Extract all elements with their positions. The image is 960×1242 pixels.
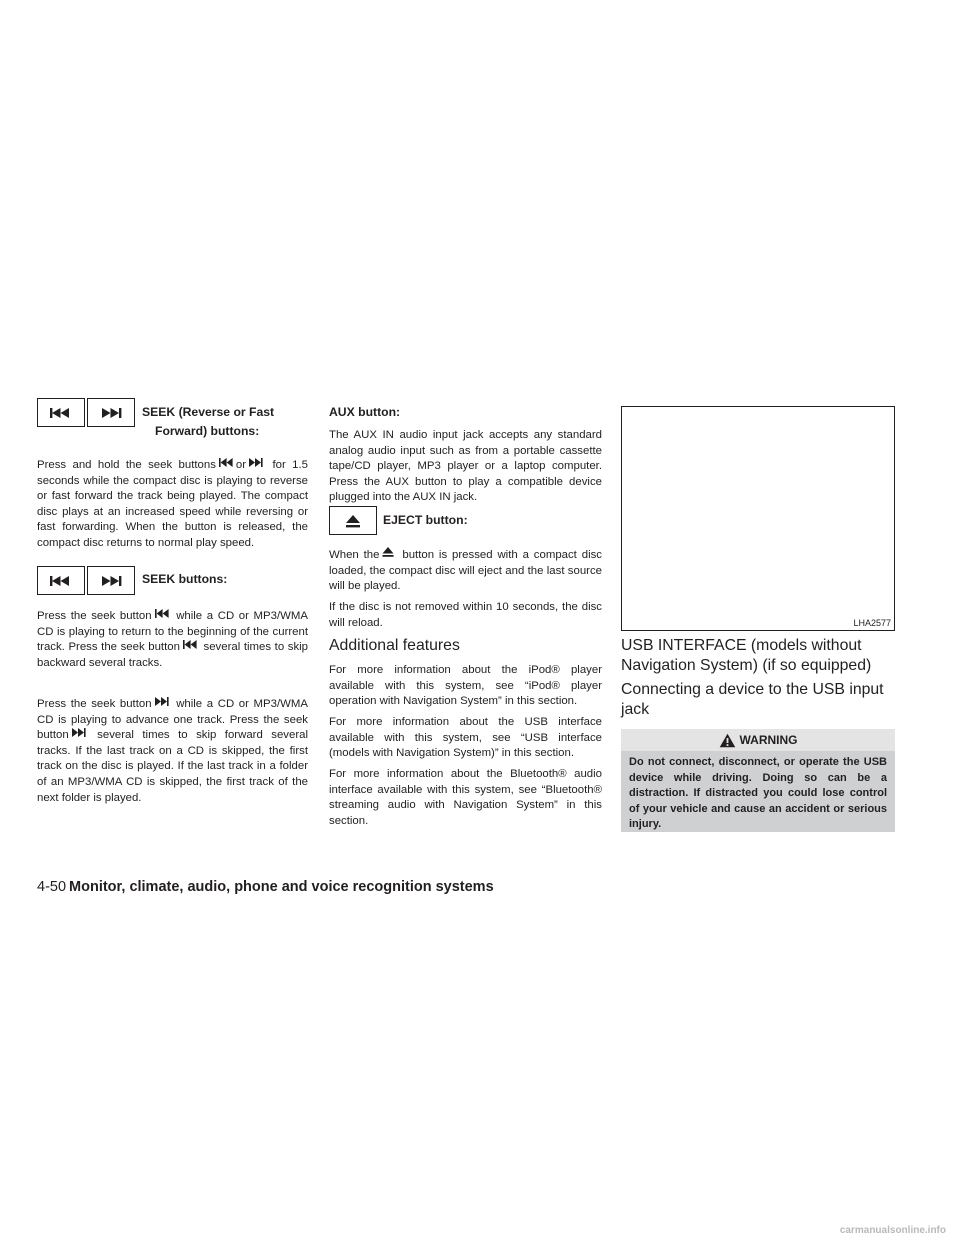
eject-button-graphic bbox=[329, 506, 377, 535]
seek-title: SEEK buttons: bbox=[142, 572, 228, 586]
warning-icon bbox=[719, 733, 736, 748]
section-title: Monitor, climate, audio, phone and voice recognition systems bbox=[69, 879, 494, 895]
eject-paragraph: When the button is pressed with a compact disc loaded, the compact disc will eject and the last source will be played. bbox=[329, 549, 602, 593]
warning-header: WARNING bbox=[621, 729, 895, 751]
seek-forward-icon bbox=[249, 458, 263, 467]
page-footer bbox=[37, 878, 494, 896]
seek-back-paragraph: Press the seek button while a CD or MP3/WMA CD is playing to return to the beginning of the current track. Press the seek button several times to skip backward several tracks. bbox=[37, 610, 309, 669]
aux-paragraph: The AUX IN audio input jack accepts any standard analog audio input such as from a portable cassette tape/CD player, MP3 player or a laptop computer. Press the AUX button to play a compatible device plugged into the AUX IN jack. bbox=[329, 429, 602, 504]
seek-back-key bbox=[37, 398, 85, 427]
seek-rf-button-pair bbox=[37, 398, 135, 427]
eject-reload-paragraph: If the disc is not removed within 10 seconds, the disc will reload. bbox=[329, 601, 602, 629]
usb-jack-illustration bbox=[621, 406, 895, 631]
eject-title: EJECT button: bbox=[383, 513, 468, 527]
warning-box bbox=[621, 729, 895, 832]
additional-features-heading: Additional features bbox=[329, 637, 460, 654]
seek-forward-icon bbox=[99, 575, 123, 587]
seek-back-icon bbox=[219, 458, 233, 467]
usb-interface-heading: USB INTERFACE (models without Navigation System) (if so equipped) bbox=[621, 637, 872, 674]
seek-rf-title-line2: Forward) buttons: bbox=[155, 424, 260, 438]
seek-rf-paragraph: Press and hold the seek buttons or for 1.5 seconds while the compact disc is playing to reverse or fast forward the track being played. The compact disc plays at an increased speed while reversing or fast forwarding. When the button is released, the compact disc returns to normal play speed. bbox=[37, 459, 308, 549]
seek-forward-paragraph: Press the seek button while a CD or MP3/WMA CD is playing to advance one track. Press the seek button several times to skip forward several tracks. If the last track on a CD is skipped, the first track on the disc is played. If the last track in a folder of an MP3/WMA CD is skipped, the first track of the next folder is played. bbox=[37, 698, 308, 804]
seek-forward-key bbox=[87, 398, 135, 427]
seek-back-icon bbox=[183, 640, 197, 649]
warning-text: Do not connect, disconnect, or operate the USB device while driving. Doing so can be a distraction. If distracted you could lose control of your vehicle and cause an accident or serious injury. bbox=[629, 756, 887, 831]
aux-title: AUX button: bbox=[329, 405, 401, 419]
bluetooth-info-paragraph: For more information about the Bluetooth® audio interface available with this system, see “Bluetooth® streaming audio with Navigation System” in this section. bbox=[329, 768, 602, 827]
eject-icon bbox=[345, 514, 361, 528]
ipod-info-paragraph: For more information about the iPod® player available with this system, see “iPod® player operation with Navigation System” in this section. bbox=[329, 664, 602, 708]
usb-info-paragraph: For more information about the USB interface available with this system, see “USB interface (models with Navigation System)” in this section. bbox=[329, 716, 602, 760]
seek-rf-title-line1: SEEK (Reverse or Fast bbox=[142, 405, 275, 419]
seek-back-icon bbox=[49, 407, 73, 419]
watermark: carmanualsonline.info bbox=[839, 1225, 946, 1236]
seek-button-pair bbox=[37, 566, 135, 595]
seek-back-icon bbox=[49, 575, 73, 587]
image-code: LHA2577 bbox=[853, 618, 891, 628]
seek-forward-icon bbox=[72, 728, 86, 737]
connecting-device-heading: Connecting a device to the USB input jack bbox=[621, 681, 884, 718]
eject-icon bbox=[382, 547, 394, 557]
seek-forward-icon bbox=[99, 407, 123, 419]
seek-forward-icon bbox=[155, 697, 169, 706]
seek-back-key bbox=[37, 566, 85, 595]
page-number: 4-50 bbox=[37, 879, 67, 895]
eject-key bbox=[329, 506, 377, 535]
seek-back-icon bbox=[155, 609, 169, 618]
seek-forward-key bbox=[87, 566, 135, 595]
